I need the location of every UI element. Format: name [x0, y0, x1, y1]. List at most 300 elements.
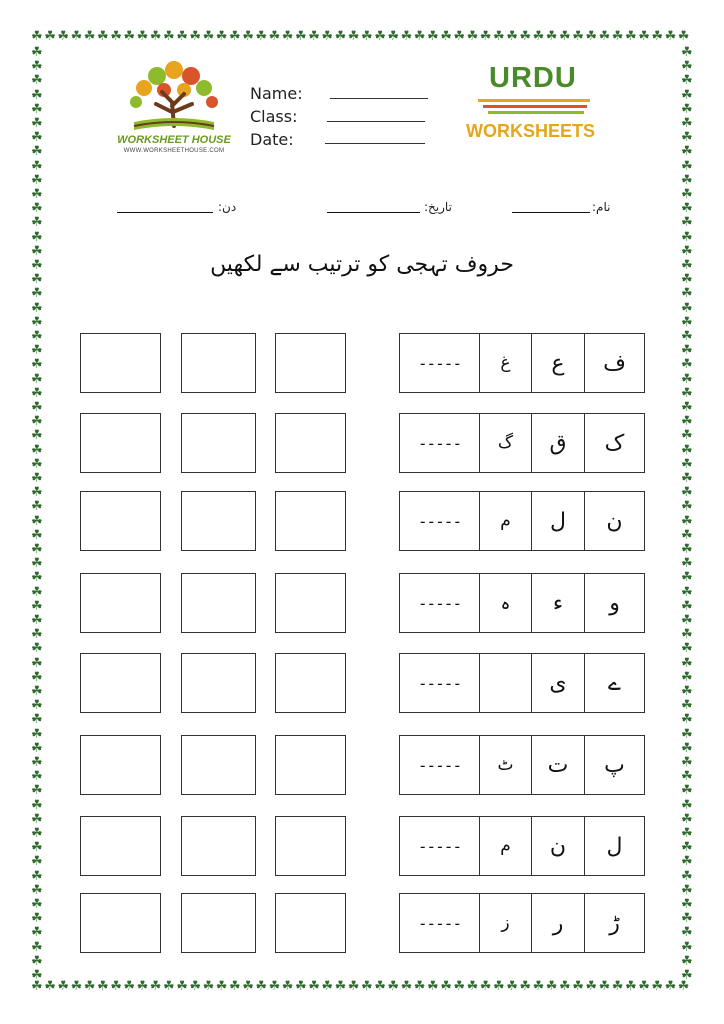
- palm-tree-icon: ☘: [31, 172, 43, 188]
- palm-tree-icon: ☘: [681, 854, 693, 870]
- palm-tree-icon: ☘: [31, 201, 43, 217]
- palm-tree-icon: ☘: [681, 527, 693, 543]
- palm-tree-icon: ☘: [31, 158, 43, 174]
- palm-tree-icon: ☘: [493, 979, 505, 994]
- palm-tree-icon: ☘: [31, 698, 43, 714]
- palm-tree-icon: ☘: [57, 29, 70, 44]
- exercise-row: [0, 570, 724, 633]
- palm-tree-icon: ☘: [681, 272, 693, 288]
- palm-tree-icon: ☘: [677, 29, 690, 44]
- palm-tree-icon: ☘: [664, 29, 677, 44]
- exercise-row: [0, 735, 724, 799]
- palm-tree-icon: ☘: [31, 726, 43, 742]
- palm-tree-icon: ☘: [681, 939, 693, 955]
- palm-tree-icon: ☘: [440, 979, 452, 994]
- exercise-row: [0, 816, 724, 876]
- palm-tree-icon: ☘: [242, 979, 254, 994]
- palm-tree-icon: ☘: [681, 840, 693, 856]
- palm-tree-icon: ☘: [176, 979, 188, 994]
- palm-tree-icon: ☘: [31, 314, 43, 330]
- palm-tree-icon: ☘: [295, 29, 307, 44]
- palm-tree-icon: ☘: [466, 979, 479, 994]
- palm-tree-icon: ☘: [681, 584, 693, 600]
- palm-tree-icon: ☘: [361, 29, 373, 44]
- answer-box[interactable]: [80, 816, 161, 876]
- palm-tree-icon: ☘: [681, 158, 693, 174]
- date-label: Date:: [250, 130, 294, 149]
- palm-tree-icon: ☘: [506, 29, 518, 44]
- palm-tree-icon: ☘: [31, 414, 43, 430]
- palm-tree-icon: ☘: [681, 329, 693, 344]
- palm-tree-icon: ☘: [31, 385, 43, 401]
- answer-box[interactable]: [181, 893, 256, 953]
- brand-title: URDU: [489, 62, 577, 94]
- palm-tree-icon: ☘: [681, 542, 693, 557]
- palm-tree-icon: ☘: [681, 641, 693, 657]
- palm-tree-icon: ☘: [506, 979, 518, 994]
- palm-tree-icon: ☘: [681, 101, 693, 117]
- palm-tree-icon: ☘: [681, 669, 693, 685]
- palm-tree-icon: ☘: [31, 456, 43, 472]
- palm-tree-icon: ☘: [295, 979, 307, 994]
- palm-tree-icon: ☘: [585, 29, 598, 44]
- palm-tree-icon: ☘: [31, 357, 43, 373]
- palm-tree-icon: ☘: [611, 979, 624, 994]
- palm-tree-icon: ☘: [427, 29, 439, 44]
- palm-tree-icon: ☘: [31, 286, 43, 302]
- palm-tree-icon: ☘: [681, 144, 693, 160]
- palm-tree-icon: ☘: [321, 979, 334, 994]
- palm-tree-icon: ☘: [681, 258, 693, 273]
- palm-tree-icon: ☘: [387, 979, 400, 994]
- palm-tree-icon: ☘: [31, 627, 43, 643]
- palm-tree-icon: ☘: [681, 400, 693, 415]
- palm-tree-icon: ☘: [681, 755, 693, 770]
- palm-tree-icon: ☘: [110, 979, 122, 994]
- palm-tree-icon: ☘: [31, 684, 43, 699]
- answer-box[interactable]: [275, 491, 346, 551]
- blank-cell: -----: [399, 893, 480, 953]
- palm-tree-icon: ☘: [268, 29, 281, 44]
- palm-tree-icon: ☘: [681, 172, 693, 188]
- palm-tree-icon: ☘: [681, 783, 693, 799]
- urdu-name-line[interactable]: [512, 212, 590, 213]
- answer-box[interactable]: [80, 573, 161, 633]
- answer-box[interactable]: [275, 816, 346, 876]
- answer-box[interactable]: [181, 491, 256, 551]
- palm-tree-icon: ☘: [681, 953, 693, 969]
- letter-cell: ل: [584, 816, 645, 876]
- palm-tree-icon: ☘: [651, 29, 664, 44]
- palm-tree-icon: ☘: [681, 499, 693, 515]
- name-line[interactable]: [330, 98, 428, 99]
- answer-box[interactable]: [181, 653, 256, 713]
- palm-tree-icon: ☘: [31, 712, 43, 728]
- palm-tree-icon: ☘: [585, 979, 598, 994]
- palm-tree-icon: ☘: [31, 499, 43, 515]
- letter-cell: ت: [531, 735, 585, 795]
- palm-tree-icon: ☘: [255, 29, 268, 44]
- palm-tree-icon: ☘: [681, 897, 693, 912]
- answer-box[interactable]: [275, 653, 346, 713]
- palm-tree-icon: ☘: [31, 258, 43, 273]
- palm-tree-icon: ☘: [466, 29, 479, 44]
- palm-tree-icon: ☘: [681, 343, 693, 359]
- urdu-name-label: نام:: [592, 200, 611, 214]
- palm-tree-icon: ☘: [493, 29, 505, 44]
- palm-tree-icon: ☘: [651, 979, 664, 994]
- class-label: Class:: [250, 107, 298, 126]
- palm-tree-icon: ☘: [572, 979, 584, 994]
- answer-box[interactable]: [80, 413, 161, 473]
- palm-tree-icon: ☘: [677, 979, 690, 994]
- palm-tree-icon: ☘: [31, 641, 43, 657]
- palm-tree-icon: ☘: [681, 471, 693, 486]
- palm-tree-icon: ☘: [57, 979, 70, 994]
- exercise-row: [0, 653, 724, 713]
- palm-tree-icon: ☘: [308, 29, 320, 44]
- palm-tree-icon: ☘: [123, 979, 136, 994]
- answer-box[interactable]: [181, 735, 256, 795]
- palm-tree-icon: ☘: [681, 286, 693, 302]
- palm-tree-icon: ☘: [681, 116, 693, 131]
- palm-tree-icon: ☘: [31, 343, 43, 359]
- palm-tree-icon: ☘: [31, 584, 43, 600]
- palm-tree-icon: ☘: [83, 29, 96, 44]
- palm-tree-icon: ☘: [31, 755, 43, 770]
- palm-tree-icon: ☘: [387, 29, 400, 44]
- palm-tree-icon: ☘: [681, 712, 693, 728]
- letter-cell: م: [479, 491, 532, 551]
- palm-tree-icon: ☘: [625, 29, 637, 44]
- palm-tree-icon: ☘: [572, 29, 584, 44]
- palm-tree-icon: ☘: [559, 29, 571, 44]
- answer-box[interactable]: [275, 413, 346, 473]
- palm-tree-icon: ☘: [31, 740, 43, 756]
- palm-tree-icon: ☘: [31, 87, 43, 103]
- palm-tree-icon: ☘: [31, 45, 43, 60]
- palm-tree-icon: ☘: [163, 29, 175, 44]
- exercise-row: [0, 413, 724, 473]
- palm-tree-icon: ☘: [31, 613, 43, 628]
- palm-tree-icon: ☘: [598, 29, 611, 44]
- palm-tree-icon: ☘: [31, 485, 43, 501]
- palm-tree-icon: ☘: [308, 979, 320, 994]
- palm-tree-icon: ☘: [31, 442, 43, 458]
- palm-tree-icon: ☘: [611, 29, 624, 44]
- palm-tree-icon: ☘: [31, 513, 43, 529]
- palm-tree-icon: ☘: [638, 979, 650, 994]
- letter-cell: ٹ: [479, 735, 532, 795]
- palm-tree-icon: ☘: [681, 45, 693, 60]
- answer-box[interactable]: [275, 333, 346, 393]
- worksheet-title: حروف تہجی کو ترتیب سے لکھیں: [210, 252, 514, 277]
- palm-tree-icon: ☘: [163, 979, 175, 994]
- palm-tree-icon: ☘: [97, 979, 109, 994]
- palm-tree-icon: ☘: [681, 130, 693, 146]
- palm-tree-icon: ☘: [453, 29, 466, 44]
- palm-tree-icon: ☘: [413, 979, 426, 994]
- blank-cell: -----: [399, 653, 480, 713]
- palm-tree-icon: ☘: [229, 979, 241, 994]
- palm-tree-icon: ☘: [31, 979, 43, 994]
- palm-tree-icon: ☘: [31, 598, 43, 614]
- palm-tree-icon: ☘: [681, 627, 693, 643]
- palm-tree-icon: ☘: [189, 29, 202, 44]
- palm-tree-icon: ☘: [681, 300, 693, 316]
- palm-tree-icon: ☘: [347, 979, 360, 994]
- blank-cell: -----: [399, 491, 480, 551]
- palm-tree-icon: ☘: [31, 471, 43, 486]
- palm-tree-icon: ☘: [681, 911, 693, 927]
- blank-cell: -----: [399, 333, 480, 393]
- palm-tree-icon: ☘: [31, 229, 43, 245]
- palm-tree-icon: ☘: [681, 968, 693, 983]
- palm-tree-icon: ☘: [97, 29, 109, 44]
- palm-tree-icon: ☘: [334, 979, 347, 994]
- palm-tree-icon: ☘: [681, 485, 693, 501]
- answer-box[interactable]: [80, 491, 161, 551]
- palm-tree-icon: ☘: [681, 570, 693, 586]
- palm-tree-icon: ☘: [31, 783, 43, 799]
- letter-cell: ء: [531, 573, 585, 633]
- letter-cell: ع: [531, 333, 585, 393]
- palm-tree-icon: ☘: [31, 371, 43, 387]
- answer-box[interactable]: [80, 333, 161, 393]
- palm-tree-icon: ☘: [681, 215, 693, 231]
- palm-tree-icon: ☘: [110, 29, 122, 44]
- palm-tree-icon: ☘: [681, 187, 693, 202]
- tree-book-logo-icon: [112, 56, 236, 136]
- palm-tree-icon: ☘: [347, 29, 360, 44]
- letter-cell: [479, 653, 532, 713]
- palm-tree-icon: ☘: [149, 29, 162, 44]
- palm-tree-icon: ☘: [281, 29, 294, 44]
- palm-tree-icon: ☘: [479, 29, 492, 44]
- palm-tree-icon: ☘: [681, 684, 693, 699]
- palm-tree-icon: ☘: [31, 59, 43, 75]
- letter-cell: م: [479, 816, 532, 876]
- letter-cell: ق: [531, 413, 585, 473]
- palm-tree-icon: ☘: [229, 29, 241, 44]
- palm-tree-icon: ☘: [427, 979, 439, 994]
- palm-tree-icon: ☘: [31, 897, 43, 912]
- palm-tree-icon: ☘: [31, 215, 43, 231]
- palm-tree-icon: ☘: [440, 29, 452, 44]
- palm-tree-icon: ☘: [44, 29, 56, 44]
- palm-tree-icon: ☘: [31, 243, 43, 259]
- palm-tree-icon: ☘: [519, 29, 532, 44]
- palm-tree-icon: ☘: [31, 797, 43, 813]
- palm-tree-icon: ☘: [681, 385, 693, 401]
- class-line[interactable]: [327, 121, 425, 122]
- palm-tree-icon: ☘: [268, 979, 281, 994]
- letter-cell: ہ: [479, 573, 532, 633]
- palm-tree-icon: ☘: [31, 811, 43, 827]
- palm-tree-icon: ☘: [361, 979, 373, 994]
- palm-tree-icon: ☘: [255, 979, 268, 994]
- palm-tree-icon: ☘: [31, 542, 43, 557]
- letter-cell: ن: [584, 491, 645, 551]
- letter-cell: ز: [479, 893, 532, 953]
- palm-tree-icon: ☘: [638, 29, 650, 44]
- palm-tree-icon: ☘: [681, 87, 693, 103]
- palm-tree-icon: ☘: [31, 116, 43, 131]
- palm-tree-icon: ☘: [31, 868, 43, 884]
- answer-box[interactable]: [275, 735, 346, 795]
- palm-tree-icon: ☘: [681, 73, 693, 89]
- palm-tree-icon: ☘: [681, 797, 693, 813]
- palm-tree-icon: ☘: [31, 187, 43, 202]
- palm-tree-icon: ☘: [44, 979, 56, 994]
- urdu-day-label: دن:: [218, 200, 237, 214]
- exercise-row: [0, 333, 724, 393]
- palm-tree-icon: ☘: [532, 979, 545, 994]
- letter-cell: ے: [584, 653, 645, 713]
- letter-cell: پ: [584, 735, 645, 795]
- palm-tree-icon: ☘: [681, 740, 693, 756]
- palm-tree-icon: ☘: [149, 979, 162, 994]
- letter-cell: ل: [531, 491, 585, 551]
- palm-tree-icon: ☘: [202, 29, 215, 44]
- palm-tree-icon: ☘: [559, 979, 571, 994]
- palm-tree-icon: ☘: [681, 456, 693, 472]
- date-line[interactable]: [325, 143, 425, 144]
- exercise-row: [0, 893, 724, 953]
- palm-tree-icon: ☘: [31, 939, 43, 955]
- answer-box[interactable]: [275, 893, 346, 953]
- palm-tree-icon: ☘: [598, 979, 611, 994]
- palm-tree-icon: ☘: [374, 979, 386, 994]
- palm-tree-icon: ☘: [681, 811, 693, 827]
- palm-tree-icon: ☘: [681, 769, 693, 785]
- name-label: Name:: [250, 84, 303, 103]
- letter-cell: ڑ: [584, 893, 645, 953]
- answer-box[interactable]: [181, 413, 256, 473]
- palm-tree-icon: ☘: [681, 414, 693, 430]
- brand-stripe-3: [488, 111, 584, 114]
- letter-cell: غ: [479, 333, 532, 393]
- palm-tree-icon: ☘: [400, 979, 413, 994]
- palm-tree-icon: ☘: [681, 201, 693, 217]
- palm-tree-icon: ☘: [189, 979, 202, 994]
- letter-cell: ف: [584, 333, 645, 393]
- palm-tree-icon: ☘: [681, 826, 693, 841]
- palm-tree-icon: ☘: [70, 29, 83, 44]
- palm-tree-icon: ☘: [681, 613, 693, 628]
- palm-tree-icon: ☘: [31, 669, 43, 685]
- palm-tree-icon: ☘: [31, 130, 43, 146]
- palm-tree-icon: ☘: [681, 925, 693, 941]
- palm-tree-icon: ☘: [31, 527, 43, 543]
- palm-tree-icon: ☘: [664, 979, 677, 994]
- palm-tree-icon: ☘: [681, 442, 693, 458]
- palm-tree-icon: ☘: [413, 29, 426, 44]
- palm-tree-icon: ☘: [545, 29, 558, 44]
- palm-tree-icon: ☘: [625, 979, 637, 994]
- answer-box[interactable]: [80, 653, 161, 713]
- letter-cell: و: [584, 573, 645, 633]
- palm-tree-icon: ☘: [136, 29, 149, 44]
- palm-tree-icon: ☘: [681, 698, 693, 714]
- palm-tree-icon: ☘: [400, 29, 413, 44]
- answer-box[interactable]: [181, 333, 256, 393]
- palm-tree-icon: ☘: [545, 979, 558, 994]
- letter-cell: ی: [531, 653, 585, 713]
- palm-tree-icon: ☘: [374, 29, 386, 44]
- exercise-row: [0, 491, 724, 551]
- palm-tree-icon: ☘: [681, 229, 693, 245]
- palm-tree-icon: ☘: [31, 556, 43, 572]
- palm-tree-icon: ☘: [681, 726, 693, 742]
- urdu-date-line[interactable]: [327, 212, 420, 213]
- palm-tree-icon: ☘: [681, 371, 693, 387]
- palm-tree-icon: ☘: [31, 101, 43, 117]
- palm-tree-icon: ☘: [176, 29, 188, 44]
- palm-tree-icon: ☘: [215, 29, 228, 44]
- palm-tree-icon: ☘: [281, 979, 294, 994]
- palm-tree-icon: ☘: [31, 911, 43, 927]
- palm-tree-icon: ☘: [681, 428, 693, 444]
- palm-tree-icon: ☘: [31, 570, 43, 586]
- palm-tree-icon: ☘: [681, 357, 693, 373]
- palm-tree-icon: ☘: [681, 513, 693, 529]
- answer-box[interactable]: [80, 893, 161, 953]
- palm-tree-icon: ☘: [479, 979, 492, 994]
- urdu-date-label: تاریخ:: [424, 200, 452, 214]
- brand-stripe-1: [478, 99, 590, 102]
- palm-tree-icon: ☘: [31, 769, 43, 785]
- palm-tree-icon: ☘: [70, 979, 83, 994]
- answer-box[interactable]: [181, 573, 256, 633]
- answer-box[interactable]: [181, 816, 256, 876]
- palm-tree-icon: ☘: [31, 968, 43, 983]
- palm-tree-icon: ☘: [681, 59, 693, 75]
- palm-tree-icon: ☘: [31, 29, 43, 44]
- palm-tree-icon: ☘: [681, 314, 693, 330]
- palm-tree-icon: ☘: [334, 29, 347, 44]
- palm-tree-icon: ☘: [31, 840, 43, 856]
- palm-tree-icon: ☘: [31, 272, 43, 288]
- blank-cell: -----: [399, 413, 480, 473]
- letter-cell: گ: [479, 413, 532, 473]
- palm-tree-icon: ☘: [519, 979, 532, 994]
- answer-box[interactable]: [275, 573, 346, 633]
- brand-stripe-2: [483, 105, 587, 108]
- letter-cell: ک: [584, 413, 645, 473]
- palm-tree-icon: ☘: [31, 953, 43, 969]
- urdu-day-line[interactable]: [117, 212, 213, 213]
- palm-tree-icon: ☘: [681, 598, 693, 614]
- answer-box[interactable]: [80, 735, 161, 795]
- palm-tree-icon: ☘: [31, 329, 43, 344]
- palm-tree-icon: ☘: [532, 29, 545, 44]
- palm-tree-icon: ☘: [681, 655, 693, 671]
- palm-tree-icon: ☘: [31, 882, 43, 898]
- palm-tree-icon: ☘: [136, 979, 149, 994]
- palm-tree-icon: ☘: [242, 29, 254, 44]
- palm-tree-icon: ☘: [123, 29, 136, 44]
- palm-tree-icon: ☘: [681, 243, 693, 259]
- palm-tree-icon: ☘: [31, 144, 43, 160]
- palm-tree-icon: ☘: [31, 428, 43, 444]
- palm-tree-icon: ☘: [321, 29, 334, 44]
- palm-tree-icon: ☘: [681, 868, 693, 884]
- blank-cell: -----: [399, 573, 480, 633]
- palm-tree-icon: ☘: [215, 979, 228, 994]
- palm-tree-icon: ☘: [83, 979, 96, 994]
- palm-tree-icon: ☘: [453, 979, 466, 994]
